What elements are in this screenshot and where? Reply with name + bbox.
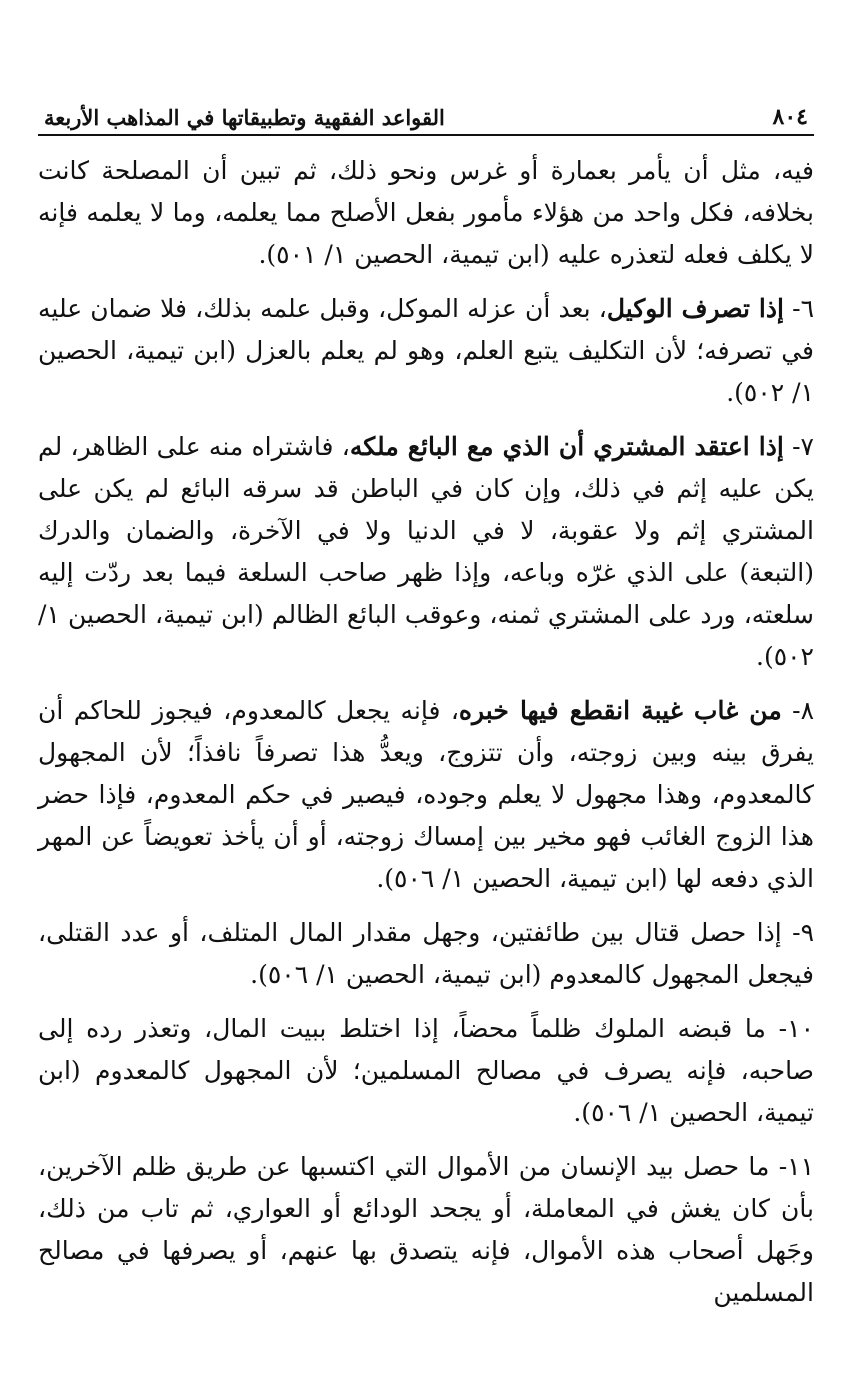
paragraph-text: فيه، مثل أن يأمر بعمارة أو غرس ونحو ذلك، ثم تبين أن المصلحة كانت بخلافه، فكل واحد من هؤلاء مأمور بفعل الأصلح مما يعلمه، وما لا يعلمه فإنه لا يكلف فعله لتعذره عليه (ابن تيمية، الحصين ١/ ٥٠١). [38, 156, 814, 269]
paragraph-continuation [38, 150, 814, 276]
item-number: ٩- [781, 918, 814, 947]
page-body [38, 150, 814, 1314]
paragraph-text: ، بعد أن عزله الموكل، وقبل علمه بذلك، فلا ضمان عليه في تصرفه؛ لأن التكليف يتبع العلم، وهو لم يعلم بالعزل (ابن تيمية، الحصين ١/ ٥٠٢). [38, 294, 814, 407]
item-bold-lead: إذا تصرف الوكيل [606, 294, 784, 323]
paragraph-item-7 [38, 426, 814, 678]
item-number: ٨- [781, 696, 814, 725]
paragraph-item-6 [38, 288, 814, 414]
item-bold-lead: من غاب غيبة انقطع فيها خبره [458, 696, 782, 725]
paragraph-text: ما حصل بيد الإنسان من الأموال التي اكتسبها عن طريق ظلم الآخرين، بأن كان يغش في المعاملة، أو يجحد الودائع أو العواري، ثم تاب من ذلك، وجَهل أصحاب هذه الأموال، فإنه يتصدق بها عنهم، أو يصرفها في مصالح المسلمين [38, 1152, 814, 1307]
paragraph-text: ، فإنه يجعل كالمعدوم، فيجوز للحاكم أن يفرق بينه وبين زوجته، وأن تتزوج، ويعدُّ هذا تصرفاً نافذاً؛ لأن المجهول كالمعدوم، وهذا مجهول لا يعلم وجوده، فيصير في حكم المعدوم، فإذا حضر هذا الزوج الغائب فهو مخير بين إمساك زوجته، أو أن يأخذ تعويضاً عن المهر الذي دفعه لها (ابن تيمية، الحصين ١/ ٥٠٦). [38, 696, 814, 893]
paragraph-item-11 [38, 1146, 814, 1314]
item-bold-lead: إذا اعتقد المشتري أن الذي مع البائع ملكه [349, 432, 784, 461]
paragraph-item-10 [38, 1008, 814, 1134]
paragraph-item-9 [38, 912, 814, 996]
paragraph-text: إذا حصل قتال بين طائفتين، وجهل مقدار المال المتلف، أو عدد القتلى، فيجعل المجهول كالمعدوم (ابن تيمية، الحصين ١/ ٥٠٦). [38, 918, 814, 989]
running-header [38, 90, 814, 136]
paragraph-item-8 [38, 690, 814, 900]
item-number: ٦- [783, 294, 814, 323]
paragraph-text: ما قبضه الملوك ظلماً محضاً، إذا اختلط ببيت المال، وتعذر رده إلى صاحبه، فإنه يصرف في مصالح المسلمين؛ لأن المجهول كالمعدوم (ابن تيمية، الحصين ١/ ٥٠٦). [38, 1014, 814, 1127]
book-title: القواعد الفقهية وتطبيقاتها في المذاهب الأربعة [44, 105, 445, 130]
page-number: ٨٠٤ [772, 104, 808, 130]
paragraph-text: ، فاشتراه منه على الظاهر، لم يكن عليه إثم في ذلك، وإن كان في الباطن قد سرقه البائع لم يكن على المشتري إثم ولا عقوبة، لا في الدنيا ولا في الآخرة، والضمان والدرك (التبعة) على الذي غرّه وباعه، وإذا ظهر صاحب السلعة فيما بعد ردّت إليه سلعته، ورد على المشتري ثمنه، وعوقب البائع الظالم (ابن تيمية، الحصين ١/ ٥٠٢). [38, 432, 814, 671]
item-number: ١١- [769, 1152, 814, 1181]
book-page [38, 90, 814, 1326]
item-number: ٧- [783, 432, 814, 461]
item-number: ١٠- [765, 1014, 814, 1043]
